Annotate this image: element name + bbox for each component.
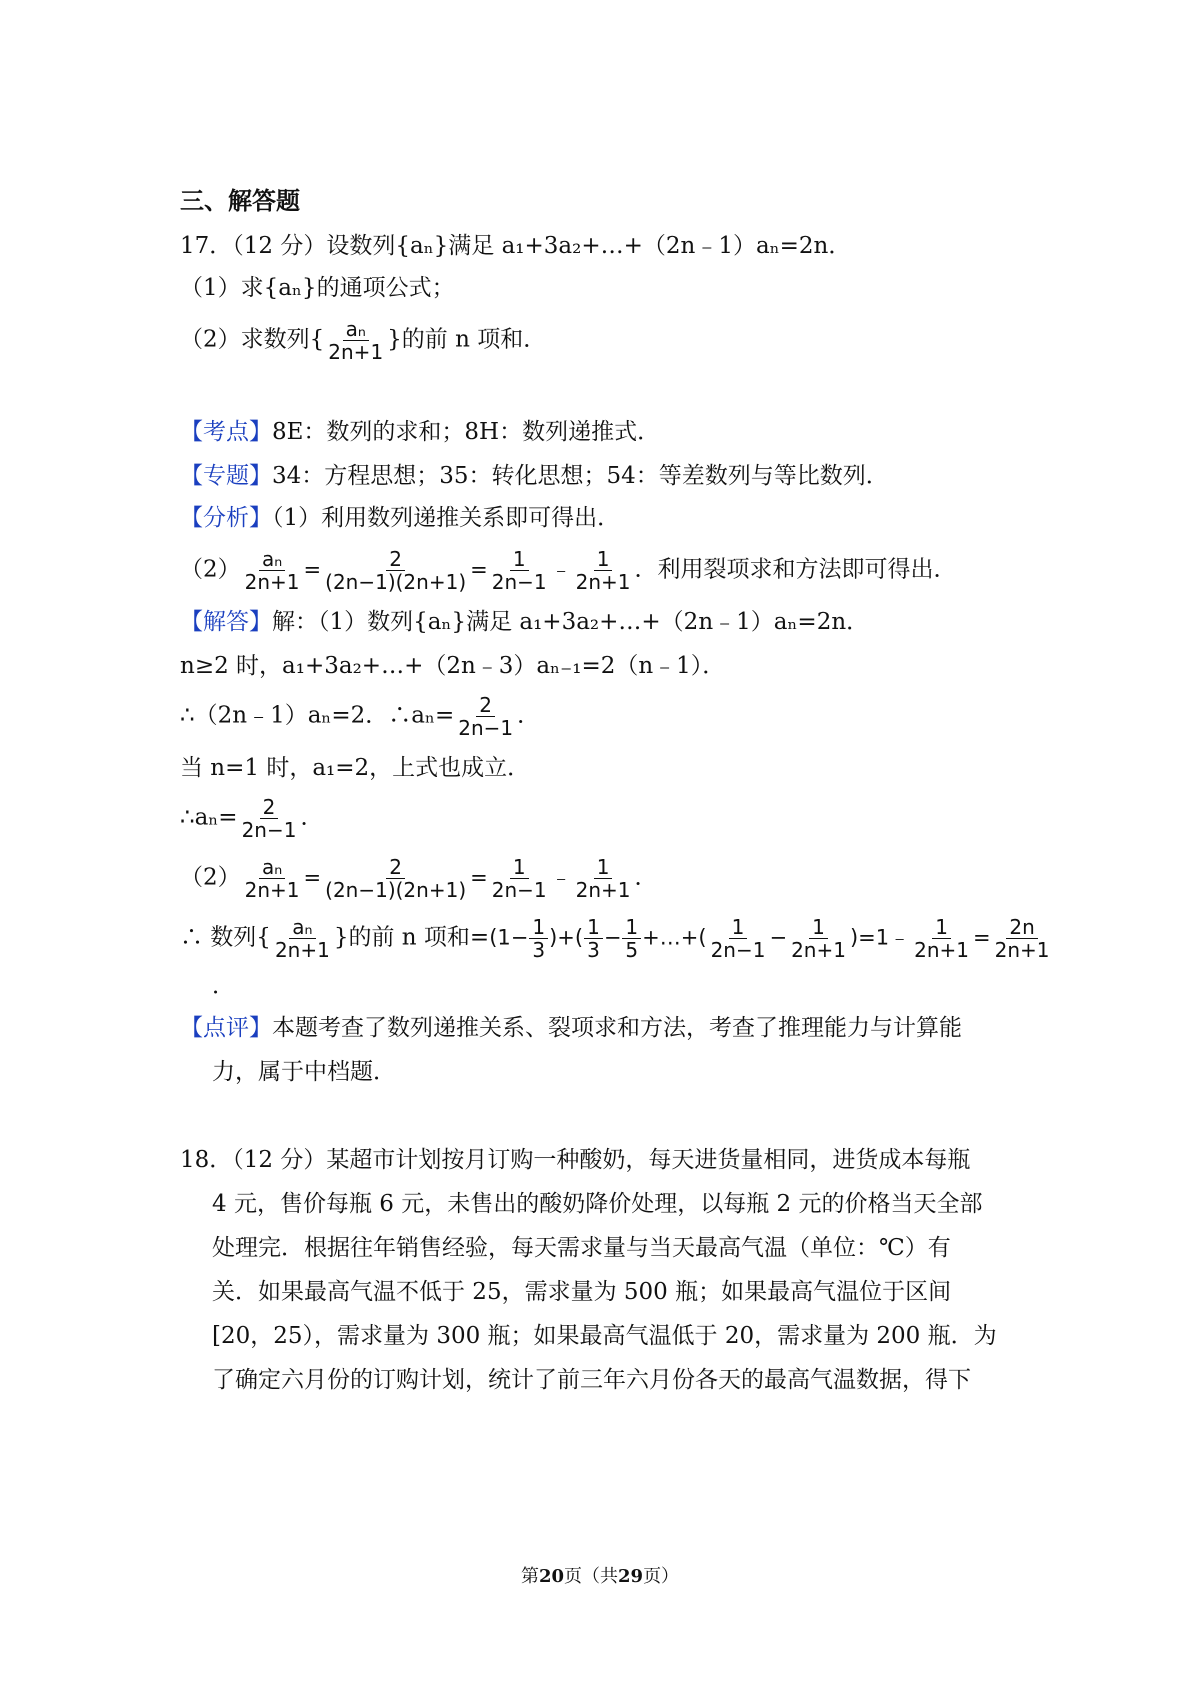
fenxi-text-1: （1）利用数列递推关系即可得出．	[272, 505, 621, 531]
fraction-1-over-2n-1: $\frac{1}{2n-1}$	[491, 547, 547, 594]
jieda-line-3: ∴（2n﹣1）aₙ=2．∴aₙ= $\frac{2}{2n-1}$ ．	[180, 693, 541, 740]
dianping-line-2: 力，属于中档题．	[212, 1059, 396, 1085]
jieda-line-7: ∴ 数列{ $\frac{\text{aₙ}}{2n+1}$ }的前 n 项和=(1− $\frac{1}{3}$ )+( $\frac{1}{3}$ − $\frac{1}{5}$ +…+( $\frac{1}{2n-1}$ − $\frac{1}{2n+1}$ )=1﹣ $\frac{1}{2n+1}$ = $\frac{2n}{2n+1}$	[180, 916, 1020, 961]
fraction-1-over-2n1: $\frac{1}{2n+1}$	[791, 915, 846, 962]
page-footer: 第20页（共29页）	[520, 1566, 680, 1587]
problem-18-line-4: 关．如果最高气温不低于 25，需求量为 500 瓶；如果最高气温位于区间	[212, 1279, 952, 1305]
dianping-text-1: 本题考查了数列递推关系、裂项求和方法，考查了推理能力与计算能	[272, 1015, 962, 1041]
fenxi-tag: 【分析】	[180, 505, 272, 531]
q2-suffix: }的前 n 项和．	[387, 326, 547, 353]
fraction-2-over-product: $\frac{2}{(2n-1)(2n+1)}$	[325, 855, 467, 902]
fraction-an-over-2n1: $\frac{\text{aₙ}}{2n+1}$	[244, 547, 300, 594]
kaodian-text: 8E：数列的求和；8H：数列递推式．	[272, 419, 661, 445]
q2-prefix: （2）求数列{	[180, 326, 325, 353]
fraction-1-over-5: $\frac{1}{5}$	[622, 916, 641, 961]
fraction-1-over-3: $\frac{1}{3}$	[584, 916, 603, 961]
problem-17-question-1: （1）求{aₙ}的通项公式；	[180, 275, 455, 301]
zhuanti-text: 34：方程思想；35：转化思想；54：等差数列与等比数列．	[272, 463, 889, 489]
section-title: 三、解答题	[180, 186, 300, 215]
fraction-1-over-3: $\frac{1}{3}$	[529, 916, 548, 961]
page-number: 20	[538, 1566, 564, 1587]
fraction-1-over-2n1: $\frac{1}{2n+1}$	[575, 855, 631, 902]
fraction-2-over-2n-1: $\frac{2}{2n-1}$	[458, 693, 514, 740]
fraction-an-over-2n1: $\frac{\text{aₙ}}{2n+1}$	[274, 915, 330, 962]
problem-17-stem: 17．（12 分）设数列{aₙ}满足 a₁+3a₂+…+（2n﹣1）aₙ=2n．	[180, 233, 852, 259]
zhuanti-line	[180, 460, 1020, 492]
problem-18-line-3: 处理完．根据往年销售经验，每天需求量与当天最高气温（单位：℃）有	[212, 1235, 951, 1261]
fraction-1-over-2n1: $\frac{1}{2n+1}$	[914, 915, 969, 962]
zhuanti-tag: 【专题】	[180, 463, 272, 489]
dianping-line-1	[180, 1012, 1020, 1044]
problem-18-line-5: [20，25），需求量为 300 瓶；如果最高气温低于 20，需求量为 200 瓶．为	[212, 1323, 997, 1349]
kaodian-line	[180, 416, 1020, 448]
jieda-line-5: ∴aₙ= $\frac{2}{2n-1}$ ．	[180, 795, 324, 842]
jieda-line-8: ．	[212, 973, 235, 999]
kaodian-tag: 【考点】	[180, 419, 272, 445]
problem-17-question-2	[180, 318, 1020, 363]
jieda-text-1: 解：（1）数列{aₙ}满足 a₁+3a₂+…+（2n﹣1）aₙ=2n．	[272, 609, 870, 635]
fraction-1-over-2n-1: $\frac{1}{2n-1}$	[491, 855, 547, 902]
jieda-line-1	[180, 606, 1020, 638]
fraction-an-over-2n1: $\frac{\text{aₙ}}{2n+1}$	[328, 317, 384, 364]
fraction-1-over-2n-1: $\frac{1}{2n-1}$	[710, 915, 766, 962]
fenxi-line-2: （2） $\frac{\text{aₙ}}{2n+1}$ = $\frac{2}{(2n-1)(2n+1)}$ = $\frac{1}{2n-1}$ ﹣ $\frac{1}{2n+1}$ ．利用裂项求和方法即可得出．	[180, 547, 957, 594]
fraction-2-over-2n-1: $\frac{2}{2n-1}$	[241, 795, 297, 842]
fraction-2-over-product: $\frac{2}{(2n-1)(2n+1)}$	[325, 547, 467, 594]
page-total: 29	[618, 1566, 644, 1587]
fenxi-line-1	[180, 502, 1020, 534]
dianping-tag: 【点评】	[180, 1015, 272, 1041]
problem-18-line-1: 18．（12 分）某超市计划按月订购一种酸奶，每天进货量相同，进货成本每瓶	[180, 1147, 971, 1173]
jieda-line-4: 当 n=1 时，a₁=2，上式也成立．	[180, 755, 531, 781]
fraction-1-over-2n1: $\frac{1}{2n+1}$	[575, 547, 631, 594]
fraction-2n-over-2n1: $\frac{2n}{2n+1}$	[994, 915, 1050, 962]
jieda-tag: 【解答】	[180, 609, 272, 635]
jieda-line-2: n≥2 时，a₁+3a₂+…+（2n﹣3）aₙ₋₁=2（n﹣1）．	[180, 653, 726, 679]
problem-18-line-6: 了确定六月份的订购计划，统计了前三年六月份各天的最高气温数据，得下	[212, 1367, 971, 1393]
fraction-an-over-2n1: $\frac{\text{aₙ}}{2n+1}$	[244, 855, 300, 902]
jieda-line-6: （2） $\frac{\text{aₙ}}{2n+1}$ = $\frac{2}{(2n-1)(2n+1)}$ = $\frac{1}{2n-1}$ ﹣ $\frac{1}{2n+1}$ ．	[180, 855, 658, 902]
problem-18-line-2: 4 元，售价每瓶 6 元，未售出的酸奶降价处理，以每瓶 2 元的价格当天全部	[212, 1191, 983, 1217]
